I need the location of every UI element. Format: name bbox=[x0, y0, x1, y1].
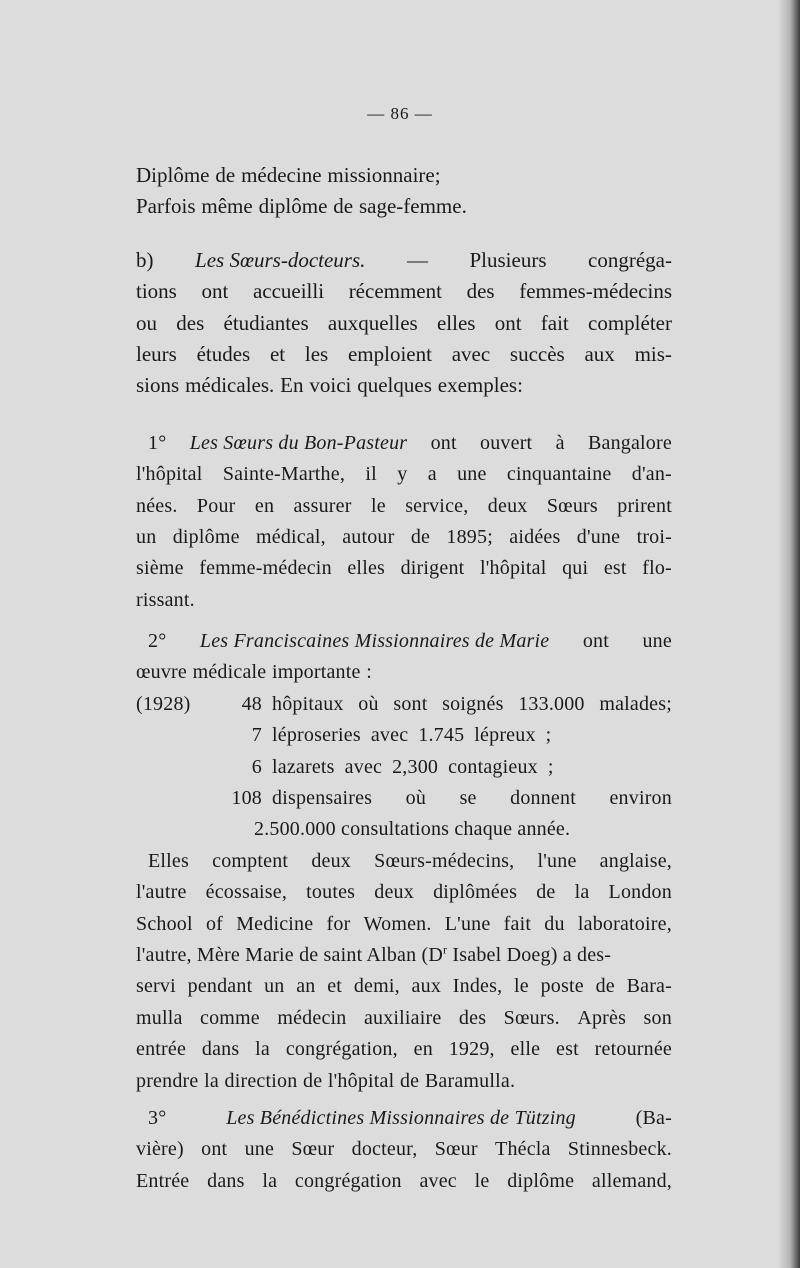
text-line: Parfois même diplôme de sage-femme. bbox=[136, 194, 467, 219]
stat-number: 48 bbox=[241, 692, 262, 715]
paragraph-2-heading: Les Franciscaines Missionnaires de Marie bbox=[199, 630, 550, 653]
text-line: sième femme-médecin elles dirigent l'hôpital qui est flo- bbox=[136, 557, 672, 580]
paragraph-3-number: 3° bbox=[148, 1106, 167, 1129]
stat-description: léproseries avec 1.745 lépreux ; bbox=[272, 724, 552, 747]
page-number: — 86 — bbox=[367, 104, 433, 123]
paragraph-b-heading: Les Sœurs-docteurs. bbox=[195, 247, 366, 272]
paragraph-1-first-line: 1° Les Sœurs du Bon-Pasteur ont ouvert à Bangalore bbox=[136, 428, 672, 459]
paragraph-b-first-line: b) Les Sœurs-docteurs. — Plusieurs congréga- bbox=[136, 245, 672, 276]
text-line: Entrée dans la congrégation avec le diplôme allemand, bbox=[136, 1169, 672, 1192]
text-line: l'autre, Mère Marie de saint Alban ($D^r$ Isabel Doeg) a des- bbox=[136, 942, 612, 966]
text-line: un diplôme médical, autour de 1895; aidées d'une troi- bbox=[136, 525, 672, 548]
paragraph-2-first-line: 2° Les Franciscaines Missionnaires de Marie ont une bbox=[136, 626, 672, 657]
text-line: nées. Pour en assurer le service, deux Sœurs prirent bbox=[136, 494, 672, 517]
stat-number: 7 bbox=[251, 724, 262, 747]
statistics-table bbox=[136, 689, 672, 846]
text-line: Diplôme de médecine missionnaire; bbox=[136, 163, 441, 187]
text-line: sions médicales. En voici quelques exemples: bbox=[136, 373, 523, 398]
stat-number: 6 bbox=[251, 755, 262, 778]
text-line: entrée dans la congrégation, en 1929, elle est retournée bbox=[136, 1038, 672, 1061]
text-line: tions ont accueilli récemment des femmes-médecins bbox=[136, 279, 672, 304]
text-line: mulla comme médecin auxiliaire des Sœurs. Après son bbox=[136, 1006, 672, 1029]
stat-description: dispensaires où se donnent environ bbox=[272, 787, 672, 810]
text-line: ou des étudiantes auxquelles elles ont fait compléter bbox=[136, 310, 672, 335]
text-line: servi pendant un an et demi, aux Indes, le poste de Bara- bbox=[136, 975, 672, 998]
paragraph-b-label: b) bbox=[136, 247, 154, 272]
text-line: vière) ont une Sœur docteur, Sœur Thécla Stinnesbeck. bbox=[136, 1138, 672, 1161]
text-line: leurs études et les emploient avec succès aux mis- bbox=[136, 341, 672, 366]
text-line: l'autre écossaise, toutes deux diplômées de la London bbox=[136, 881, 672, 904]
stat-description: hôpitaux où sont soignés 133.000 malades; bbox=[272, 692, 672, 715]
paragraph-3-first-line: 3° Les Bénédictines Missionnaires de Tützing (Ba- bbox=[136, 1103, 672, 1134]
stat-continuation: 2.500.000 consultations chaque année. bbox=[254, 818, 571, 841]
stat-description: lazarets avec 2,300 contagieux ; bbox=[272, 755, 554, 778]
stat-year: (1928) bbox=[136, 692, 191, 715]
text-line: prendre la direction de l'hôpital de Baramulla. bbox=[136, 1069, 516, 1092]
paragraph-1-number: 1° bbox=[148, 431, 167, 454]
text-line: Elles comptent deux Sœurs-médecins, l'une anglaise, bbox=[148, 849, 672, 872]
text-line: School of Medicine for Women. L'une fait du laboratoire, bbox=[136, 912, 672, 935]
paragraph-1-heading: Les Sœurs du Bon-Pasteur bbox=[189, 431, 408, 454]
text-line: l'hôpital Sainte-Marthe, il y a une cinquantaine d'an- bbox=[136, 463, 672, 486]
stat-number: 108 bbox=[231, 787, 262, 810]
body-text bbox=[136, 160, 672, 1197]
text-line: œuvre médicale importante : bbox=[136, 661, 372, 684]
paragraph-2-number: 2° bbox=[148, 630, 167, 653]
text-line: rissant. bbox=[136, 588, 195, 611]
paragraph-3-heading: Les Bénédictines Missionnaires de Tützing bbox=[226, 1106, 576, 1129]
page-edge-shadow bbox=[778, 0, 800, 1268]
